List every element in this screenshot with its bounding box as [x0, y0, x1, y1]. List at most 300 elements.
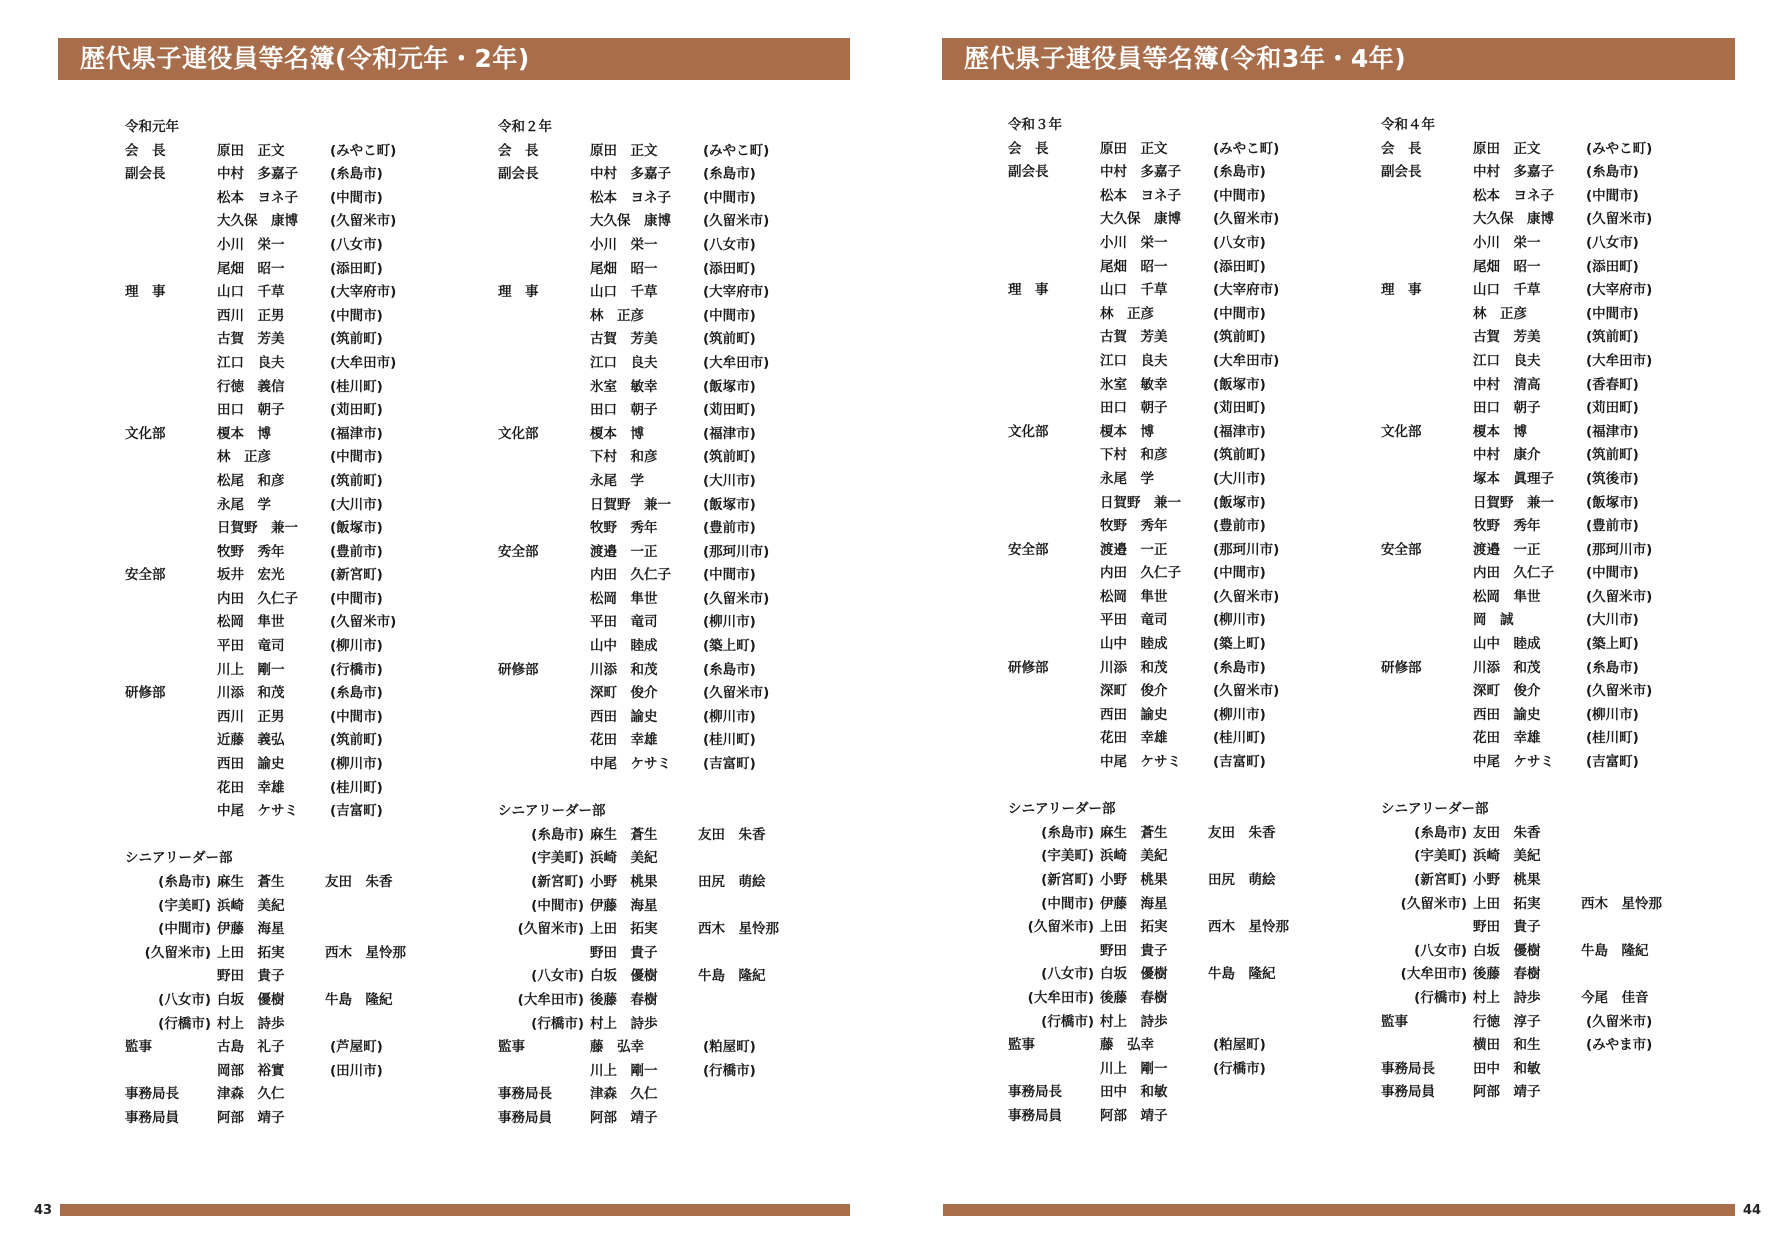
officer-row [1381, 539, 1711, 563]
staff-city: (久留米市) [1586, 1013, 1653, 1030]
senior-row [125, 895, 455, 919]
officer-row [1008, 138, 1338, 162]
officer-row [125, 753, 455, 777]
officer-row [125, 517, 455, 541]
staff-name: 岡部 裕實 [217, 1062, 285, 1079]
officer-city: (桂川町) [703, 732, 756, 749]
officer-row [1381, 397, 1711, 421]
senior-name: 野田 貴子 [1473, 919, 1541, 936]
officer-city: (飯塚市) [703, 378, 756, 395]
officer-name: 氷室 敏幸 [590, 378, 658, 395]
officer-row [498, 517, 828, 541]
officer-name: 小川 栄一 [590, 236, 658, 253]
officer-name: 坂井 宏光 [217, 567, 285, 584]
officer-city: (久留米市) [1213, 211, 1280, 228]
left-page-title-bar [58, 38, 850, 80]
senior-row [498, 871, 828, 895]
senior-section-heading [498, 800, 828, 824]
staff-name: 藤 弘幸 [590, 1039, 644, 1056]
senior-city: (大牟田市) [1400, 966, 1467, 983]
officer-row [1381, 657, 1711, 681]
officer-city: (筑前町) [703, 449, 756, 466]
officer-city: (飯塚市) [1213, 494, 1266, 511]
officer-city: (苅田町) [703, 402, 756, 419]
senior-name-second: 今尾 佳音 [1581, 989, 1649, 1006]
senior-section-heading [125, 847, 455, 871]
officer-name: 平田 竜司 [1100, 612, 1168, 629]
officer-city: (大宰府市) [1213, 282, 1280, 299]
officer-name: 永尾 学 [590, 472, 644, 489]
senior-city: (大牟田市) [1027, 989, 1094, 1006]
officer-row [1008, 633, 1338, 657]
senior-name-second: 友田 朱香 [1208, 824, 1276, 841]
officer-city: (福津市) [330, 425, 383, 442]
officer-name: 中尾 ケサミ [590, 756, 671, 773]
senior-row [498, 918, 828, 942]
officer-row [1008, 727, 1338, 751]
staff-name: 横田 和生 [1473, 1037, 1541, 1054]
senior-row [1008, 893, 1338, 917]
officer-name: 川添 和茂 [1473, 659, 1541, 676]
officer-name: 氷室 敏幸 [1100, 376, 1168, 393]
officer-name: 日賀野 兼一 [1473, 494, 1554, 511]
officer-city: (糸島市) [1586, 164, 1639, 181]
officer-row [125, 376, 455, 400]
roster-column-reiwa2 [498, 116, 828, 1131]
officer-row [125, 470, 455, 494]
officer-row [498, 352, 828, 376]
officer-row [1381, 609, 1711, 633]
officer-row [1008, 374, 1338, 398]
officer-name: 古賀 芳美 [1473, 329, 1541, 346]
officer-row [498, 187, 828, 211]
senior-row [1008, 987, 1338, 1011]
officer-name: 尾畑 昭一 [217, 260, 285, 277]
section-gap [1381, 775, 1711, 799]
roster-column-reiwa3 [1008, 114, 1338, 1129]
officer-city: (行橋市) [330, 661, 383, 678]
officer-city: (久留米市) [1586, 588, 1653, 605]
officer-name: 榎本 博 [1100, 423, 1154, 440]
officer-city: (柳川市) [703, 708, 756, 725]
officer-city: (大川市) [1213, 470, 1266, 487]
senior-city: (新宮町) [1414, 872, 1467, 888]
officer-city: (筑前町) [1213, 329, 1266, 346]
senior-name: 浜崎 美紀 [1100, 848, 1168, 865]
senior-name: 野田 貴子 [1100, 942, 1168, 959]
senior-row [125, 918, 455, 942]
staff-city: (粕屋町) [1213, 1037, 1266, 1054]
officer-city: (大牟田市) [1213, 352, 1280, 369]
senior-city: (八女市) [158, 991, 211, 1008]
officer-city: (中間市) [1586, 565, 1639, 582]
officer-city: (吉富町) [1213, 754, 1266, 771]
staff-name: 田中 和敏 [1473, 1060, 1541, 1077]
staff-row [498, 1083, 828, 1107]
officer-city: (大牟田市) [703, 354, 770, 371]
senior-row [498, 1013, 828, 1037]
officer-name: 原田 正文 [590, 142, 658, 159]
officer-name: 中尾 ケサミ [217, 803, 298, 820]
officer-name: 牧野 秀年 [1473, 518, 1541, 535]
officer-row [1381, 751, 1711, 775]
officer-role: 研修部 [498, 661, 539, 678]
officer-row [498, 163, 828, 187]
officer-name: 山口 千草 [217, 284, 285, 301]
officer-city: (福津市) [1213, 423, 1266, 440]
officer-city: (中間市) [330, 189, 383, 206]
section-gap [125, 824, 455, 848]
officer-city: (筑前町) [1586, 447, 1639, 464]
senior-row [1381, 940, 1711, 964]
staff-name: 阿部 靖子 [217, 1109, 285, 1126]
officer-city: (新宮町) [330, 567, 383, 584]
officer-row [1381, 161, 1711, 185]
officer-row [498, 305, 828, 329]
officer-name: 平田 竜司 [217, 638, 285, 655]
officer-name: 古賀 芳美 [217, 331, 285, 348]
senior-name: 上田 拓実 [1100, 919, 1168, 936]
officer-city: (中間市) [1586, 187, 1639, 204]
officer-city: (筑前町) [1213, 447, 1266, 464]
officer-city: (柳川市) [1213, 612, 1266, 629]
officer-name: 中村 康介 [1473, 447, 1541, 464]
officer-role: 安全部 [125, 567, 166, 584]
officer-city: (久留米市) [330, 213, 397, 230]
officer-row [1381, 185, 1711, 209]
senior-name: 白坂 優樹 [1100, 966, 1168, 983]
officer-name: 田口 朝子 [590, 402, 658, 419]
officer-name: 田口 朝子 [1473, 400, 1541, 417]
officer-name: 尾畑 昭一 [590, 260, 658, 277]
officer-city: (添田町) [1586, 258, 1639, 275]
officer-role: 副会長 [1381, 164, 1422, 181]
staff-name: 津森 久仁 [590, 1086, 658, 1103]
officer-row [125, 187, 455, 211]
officer-role: 会 長 [1381, 140, 1422, 157]
senior-row [1381, 869, 1711, 893]
senior-name-second: 西木 星怜那 [698, 921, 779, 938]
senior-city: (大牟田市) [517, 991, 584, 1008]
senior-city: (糸島市) [158, 874, 211, 890]
officer-city: (築上町) [1586, 636, 1639, 653]
officer-name: 山口 千草 [590, 284, 658, 301]
staff-name: 阿部 靖子 [1473, 1084, 1541, 1101]
staff-name: 川上 剛一 [1100, 1060, 1168, 1077]
officer-name: 渡邉 一正 [590, 543, 658, 560]
officer-name: 近藤 義弘 [217, 732, 285, 749]
senior-row [498, 895, 828, 919]
senior-row [1381, 822, 1711, 846]
officer-city: (桂川町) [330, 378, 383, 395]
officer-name: 大久保 康博 [217, 213, 298, 230]
officer-name: 林 正彦 [590, 307, 644, 324]
senior-name: 小野 桃果 [1473, 872, 1541, 888]
staff-row [1381, 1011, 1711, 1035]
senior-name-second: 牛島 隆紀 [1581, 942, 1649, 959]
staff-role: 事務局長 [498, 1086, 552, 1103]
officer-role: 会 長 [498, 142, 539, 159]
officer-row [125, 541, 455, 565]
officer-row [1381, 468, 1711, 492]
officer-name: 渡邉 一正 [1100, 541, 1168, 558]
senior-row [1008, 1011, 1338, 1035]
officer-row [1008, 303, 1338, 327]
officer-city: (柳川市) [330, 638, 383, 655]
officer-row [1008, 232, 1338, 256]
officer-name: 江口 良夫 [217, 354, 285, 371]
officer-row [125, 140, 455, 164]
senior-city: (中間市) [531, 897, 584, 914]
officer-row [125, 163, 455, 187]
senior-city: (糸島市) [1041, 824, 1094, 841]
staff-role: 事務局員 [125, 1109, 179, 1126]
senior-row [498, 824, 828, 848]
senior-row [1008, 940, 1338, 964]
officer-row [1381, 138, 1711, 162]
officer-name: 渡邉 一正 [1473, 541, 1541, 558]
senior-name-second: 友田 朱香 [698, 826, 766, 843]
officer-city: (糸島市) [703, 166, 756, 183]
senior-city: (久留米市) [1400, 895, 1467, 912]
officer-row [1008, 751, 1338, 775]
staff-city: (田川市) [330, 1062, 383, 1079]
staff-name: 田中 和敏 [1100, 1084, 1168, 1101]
officer-row [1008, 444, 1338, 468]
senior-name: 白坂 優樹 [217, 991, 285, 1008]
officer-row [125, 729, 455, 753]
officer-city: (筑前町) [330, 331, 383, 348]
officer-name: 林 正彦 [1100, 305, 1154, 322]
senior-row [1008, 822, 1338, 846]
officer-role: 文化部 [498, 425, 539, 442]
officer-city: (大川市) [330, 496, 383, 513]
staff-row [1008, 1058, 1338, 1082]
senior-section-title: シニアリーダー部 [1381, 801, 1489, 818]
officer-row [1381, 704, 1711, 728]
officer-name: 尾畑 昭一 [1100, 258, 1168, 275]
officer-name: 川上 剛一 [217, 661, 285, 678]
senior-city: (新宮町) [531, 874, 584, 890]
staff-row [1381, 1081, 1711, 1105]
staff-role: 監事 [125, 1039, 152, 1056]
officer-city: (糸島市) [1586, 659, 1639, 676]
year-heading [125, 116, 455, 140]
staff-role: 事務局員 [498, 1109, 552, 1126]
senior-city: (新宮町) [1041, 872, 1094, 888]
officer-row [125, 706, 455, 730]
officer-city: (筑後市) [1586, 470, 1639, 487]
section-gap [1008, 775, 1338, 799]
senior-city: (八女市) [1414, 942, 1467, 959]
staff-row [1008, 1034, 1338, 1058]
senior-section-heading [1381, 798, 1711, 822]
year-heading [1381, 114, 1711, 138]
officer-role: 理 事 [1381, 282, 1422, 299]
officer-city: (中間市) [330, 307, 383, 324]
officer-city: (みやこ町) [1586, 140, 1653, 157]
officer-role: 文化部 [125, 425, 166, 442]
officer-row [1008, 657, 1338, 681]
staff-city: (芦屋町) [330, 1039, 383, 1056]
officer-row [1381, 586, 1711, 610]
officer-row [125, 777, 455, 801]
senior-name: 野田 貴子 [590, 944, 658, 961]
senior-name: 野田 貴子 [217, 968, 285, 985]
officer-row [498, 258, 828, 282]
staff-name: 川上 剛一 [590, 1062, 658, 1079]
officer-row [498, 729, 828, 753]
officer-name: 川添 和茂 [590, 661, 658, 678]
officer-city: (八女市) [1213, 234, 1266, 251]
officer-name: 日賀野 兼一 [217, 520, 298, 537]
officer-city: (柳川市) [1586, 706, 1639, 723]
senior-row [1381, 963, 1711, 987]
officer-city: (吉富町) [703, 756, 756, 773]
staff-row [498, 1036, 828, 1060]
staff-role: 事務局長 [1008, 1084, 1062, 1101]
senior-name: 後藤 春樹 [1100, 989, 1168, 1006]
senior-name: 友田 朱香 [1473, 824, 1541, 841]
senior-name: 伊藤 海星 [1100, 895, 1168, 912]
senior-city: (宇美町) [531, 850, 584, 867]
senior-name: 伊藤 海星 [217, 921, 285, 938]
officer-row [125, 659, 455, 683]
officer-role: 安全部 [1008, 541, 1049, 558]
senior-name: 上田 拓実 [590, 921, 658, 938]
officer-city: (桂川町) [330, 779, 383, 796]
officer-city: (柳川市) [1213, 706, 1266, 723]
officer-city: (糸島市) [330, 166, 383, 183]
officer-city: (中間市) [330, 449, 383, 466]
officer-name: 田口 朝子 [217, 402, 285, 419]
officer-name: 塚本 眞理子 [1473, 470, 1554, 487]
officer-row [1381, 208, 1711, 232]
officer-name: 内田 久仁子 [1100, 565, 1181, 582]
officer-name: 松本 ヨネ子 [1100, 187, 1181, 204]
officer-row [1008, 468, 1338, 492]
officer-name: 西田 諭史 [1473, 706, 1541, 723]
officer-city: (筑前町) [330, 732, 383, 749]
staff-row [125, 1083, 455, 1107]
senior-name: 村上 詩歩 [590, 1015, 658, 1032]
officer-name: 川添 和茂 [1100, 659, 1168, 676]
officer-row [1381, 303, 1711, 327]
officer-city: (みやこ町) [330, 142, 397, 159]
officer-city: (添田町) [330, 260, 383, 277]
officer-row [1381, 374, 1711, 398]
officer-row [498, 541, 828, 565]
senior-city: (宇美町) [158, 897, 211, 914]
officer-role: 研修部 [125, 685, 166, 702]
officer-city: (豊前市) [1586, 518, 1639, 535]
officer-city: (糸島市) [703, 661, 756, 678]
officer-city: (中間市) [703, 307, 756, 324]
officer-city: (桂川町) [1586, 730, 1639, 747]
staff-role: 監事 [1008, 1037, 1035, 1054]
officer-name: 山中 睦成 [1473, 636, 1541, 653]
officer-city: (八女市) [703, 236, 756, 253]
officer-name: 深町 俊介 [1100, 683, 1168, 700]
officer-row [1381, 279, 1711, 303]
senior-section-heading [1008, 798, 1338, 822]
officer-role: 安全部 [1381, 541, 1422, 558]
senior-city: (中間市) [158, 921, 211, 938]
officer-name: 原田 正文 [217, 142, 285, 159]
staff-row [125, 1107, 455, 1131]
officer-row [125, 611, 455, 635]
officer-city: (みやこ町) [1213, 140, 1280, 157]
staff-city: (行橋市) [1213, 1060, 1266, 1077]
senior-name-second: 田尻 萌絵 [1208, 872, 1276, 888]
officer-city: (中間市) [1213, 187, 1266, 204]
officer-city: (久留米市) [703, 213, 770, 230]
senior-row [498, 847, 828, 871]
senior-city: (久留米市) [1027, 919, 1094, 936]
officer-row [498, 611, 828, 635]
senior-name: 浜崎 美紀 [217, 897, 285, 914]
senior-city: (行橋市) [1041, 1013, 1094, 1030]
staff-row [1008, 1105, 1338, 1129]
officer-name: 中村 清高 [1473, 376, 1541, 393]
officer-role: 理 事 [1008, 282, 1049, 299]
senior-name: 麻生 蒼生 [1100, 824, 1168, 841]
officer-row [498, 753, 828, 777]
staff-name: 津森 久仁 [217, 1086, 285, 1103]
senior-name: 村上 詩歩 [1100, 1013, 1168, 1030]
year-label: 令和３年 [1008, 117, 1062, 133]
officer-row [1008, 397, 1338, 421]
officer-name: 花田 幸雄 [1100, 730, 1168, 747]
officer-role: 文化部 [1008, 423, 1049, 440]
officer-city: (八女市) [330, 236, 383, 253]
staff-row [1381, 1058, 1711, 1082]
officer-row [125, 800, 455, 824]
officer-row [1008, 279, 1338, 303]
officer-row [125, 564, 455, 588]
officer-row [125, 210, 455, 234]
officer-name: 中村 多嘉子 [590, 166, 671, 183]
senior-name: 白坂 優樹 [590, 968, 658, 985]
officer-city: (大宰府市) [1586, 282, 1653, 299]
senior-city: (宇美町) [1414, 848, 1467, 865]
officer-city: (那珂川市) [1586, 541, 1653, 558]
senior-city: (糸島市) [1414, 824, 1467, 841]
officer-name: 花田 幸雄 [590, 732, 658, 749]
officer-city: (久留米市) [703, 590, 770, 607]
officer-city: (筑前町) [703, 331, 756, 348]
officer-name: 山中 睦成 [590, 638, 658, 655]
officer-role: 理 事 [498, 284, 539, 301]
officer-role: 安全部 [498, 543, 539, 560]
officer-row [1008, 515, 1338, 539]
staff-role: 事務局員 [1008, 1107, 1062, 1124]
officer-name: 西田 諭史 [590, 708, 658, 725]
officer-role: 会 長 [125, 142, 166, 159]
officer-name: 中尾 ケサミ [1473, 754, 1554, 771]
officer-city: (添田町) [1213, 258, 1266, 275]
officer-name: 松本 ヨネ子 [590, 189, 671, 206]
officer-role: 副会長 [1008, 164, 1049, 181]
senior-name: 後藤 春樹 [590, 991, 658, 1008]
year-label: 令和２年 [498, 119, 552, 135]
officer-row [498, 328, 828, 352]
staff-role: 監事 [498, 1039, 525, 1056]
officer-row [1381, 562, 1711, 586]
officer-row [1008, 421, 1338, 445]
senior-name-second: 牛島 隆紀 [325, 991, 393, 1008]
officer-city: (苅田町) [1586, 400, 1639, 417]
